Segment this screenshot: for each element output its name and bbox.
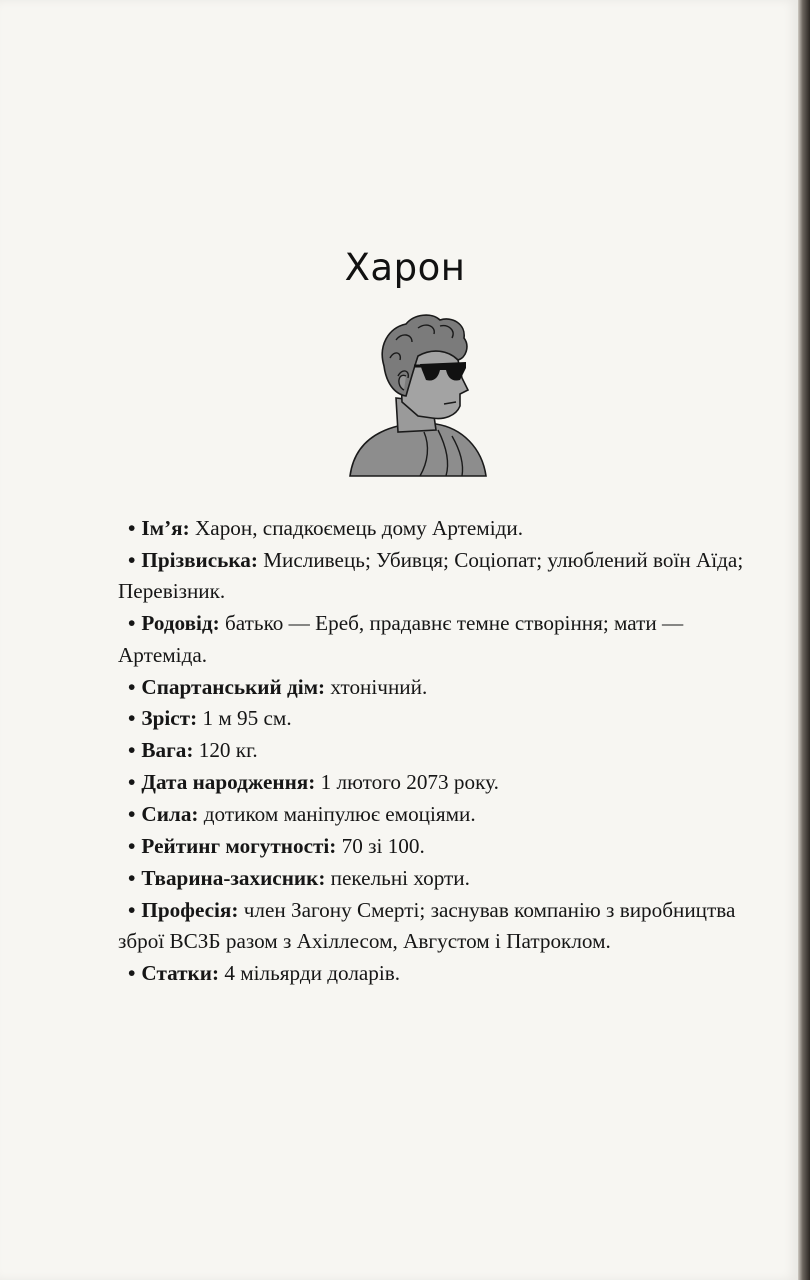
list-item: • Тварина-захисник: пекельні хорти. xyxy=(128,865,470,890)
list-item: • Рейтинг могутності: 70 зі 100. xyxy=(128,834,425,859)
list-item: • Прізвиська: Мисливець; Убивця; Соціопат; улюблений воїн Аїда; Перевізник. xyxy=(118,547,744,604)
list-item: • Ім’я: Харон, спадкоємець дому Артеміди. xyxy=(128,516,524,540)
greek-bust-with-sunglasses-icon xyxy=(340,306,490,482)
character-facts-list xyxy=(118,513,758,990)
list-item: • Дата народження: 1 лютого 2073 року. xyxy=(128,770,499,795)
list-item: • Професія: член Загону Смерті; заснував компанію з виробництва зброї ВСЗБ разом з Ахіллесом, Августом і Патроклом. xyxy=(118,897,736,954)
list-item: • Статки: 4 мільярди доларів. xyxy=(128,961,401,986)
list-item: • Вага: 120 кг. xyxy=(128,738,258,763)
page-title: Харон xyxy=(344,246,466,289)
list-item: • Спартанський дім: хтонічний. xyxy=(128,674,428,699)
list-item: • Родовід: батько — Ереб, прадавнє темне створіння; мати — Артеміда. xyxy=(118,611,684,667)
page-edge xyxy=(798,0,810,1280)
list-item: • Сила: дотиком маніпулює емоціями. xyxy=(128,802,476,827)
list-item: • Зріст: 1 м 95 см. xyxy=(128,706,292,731)
